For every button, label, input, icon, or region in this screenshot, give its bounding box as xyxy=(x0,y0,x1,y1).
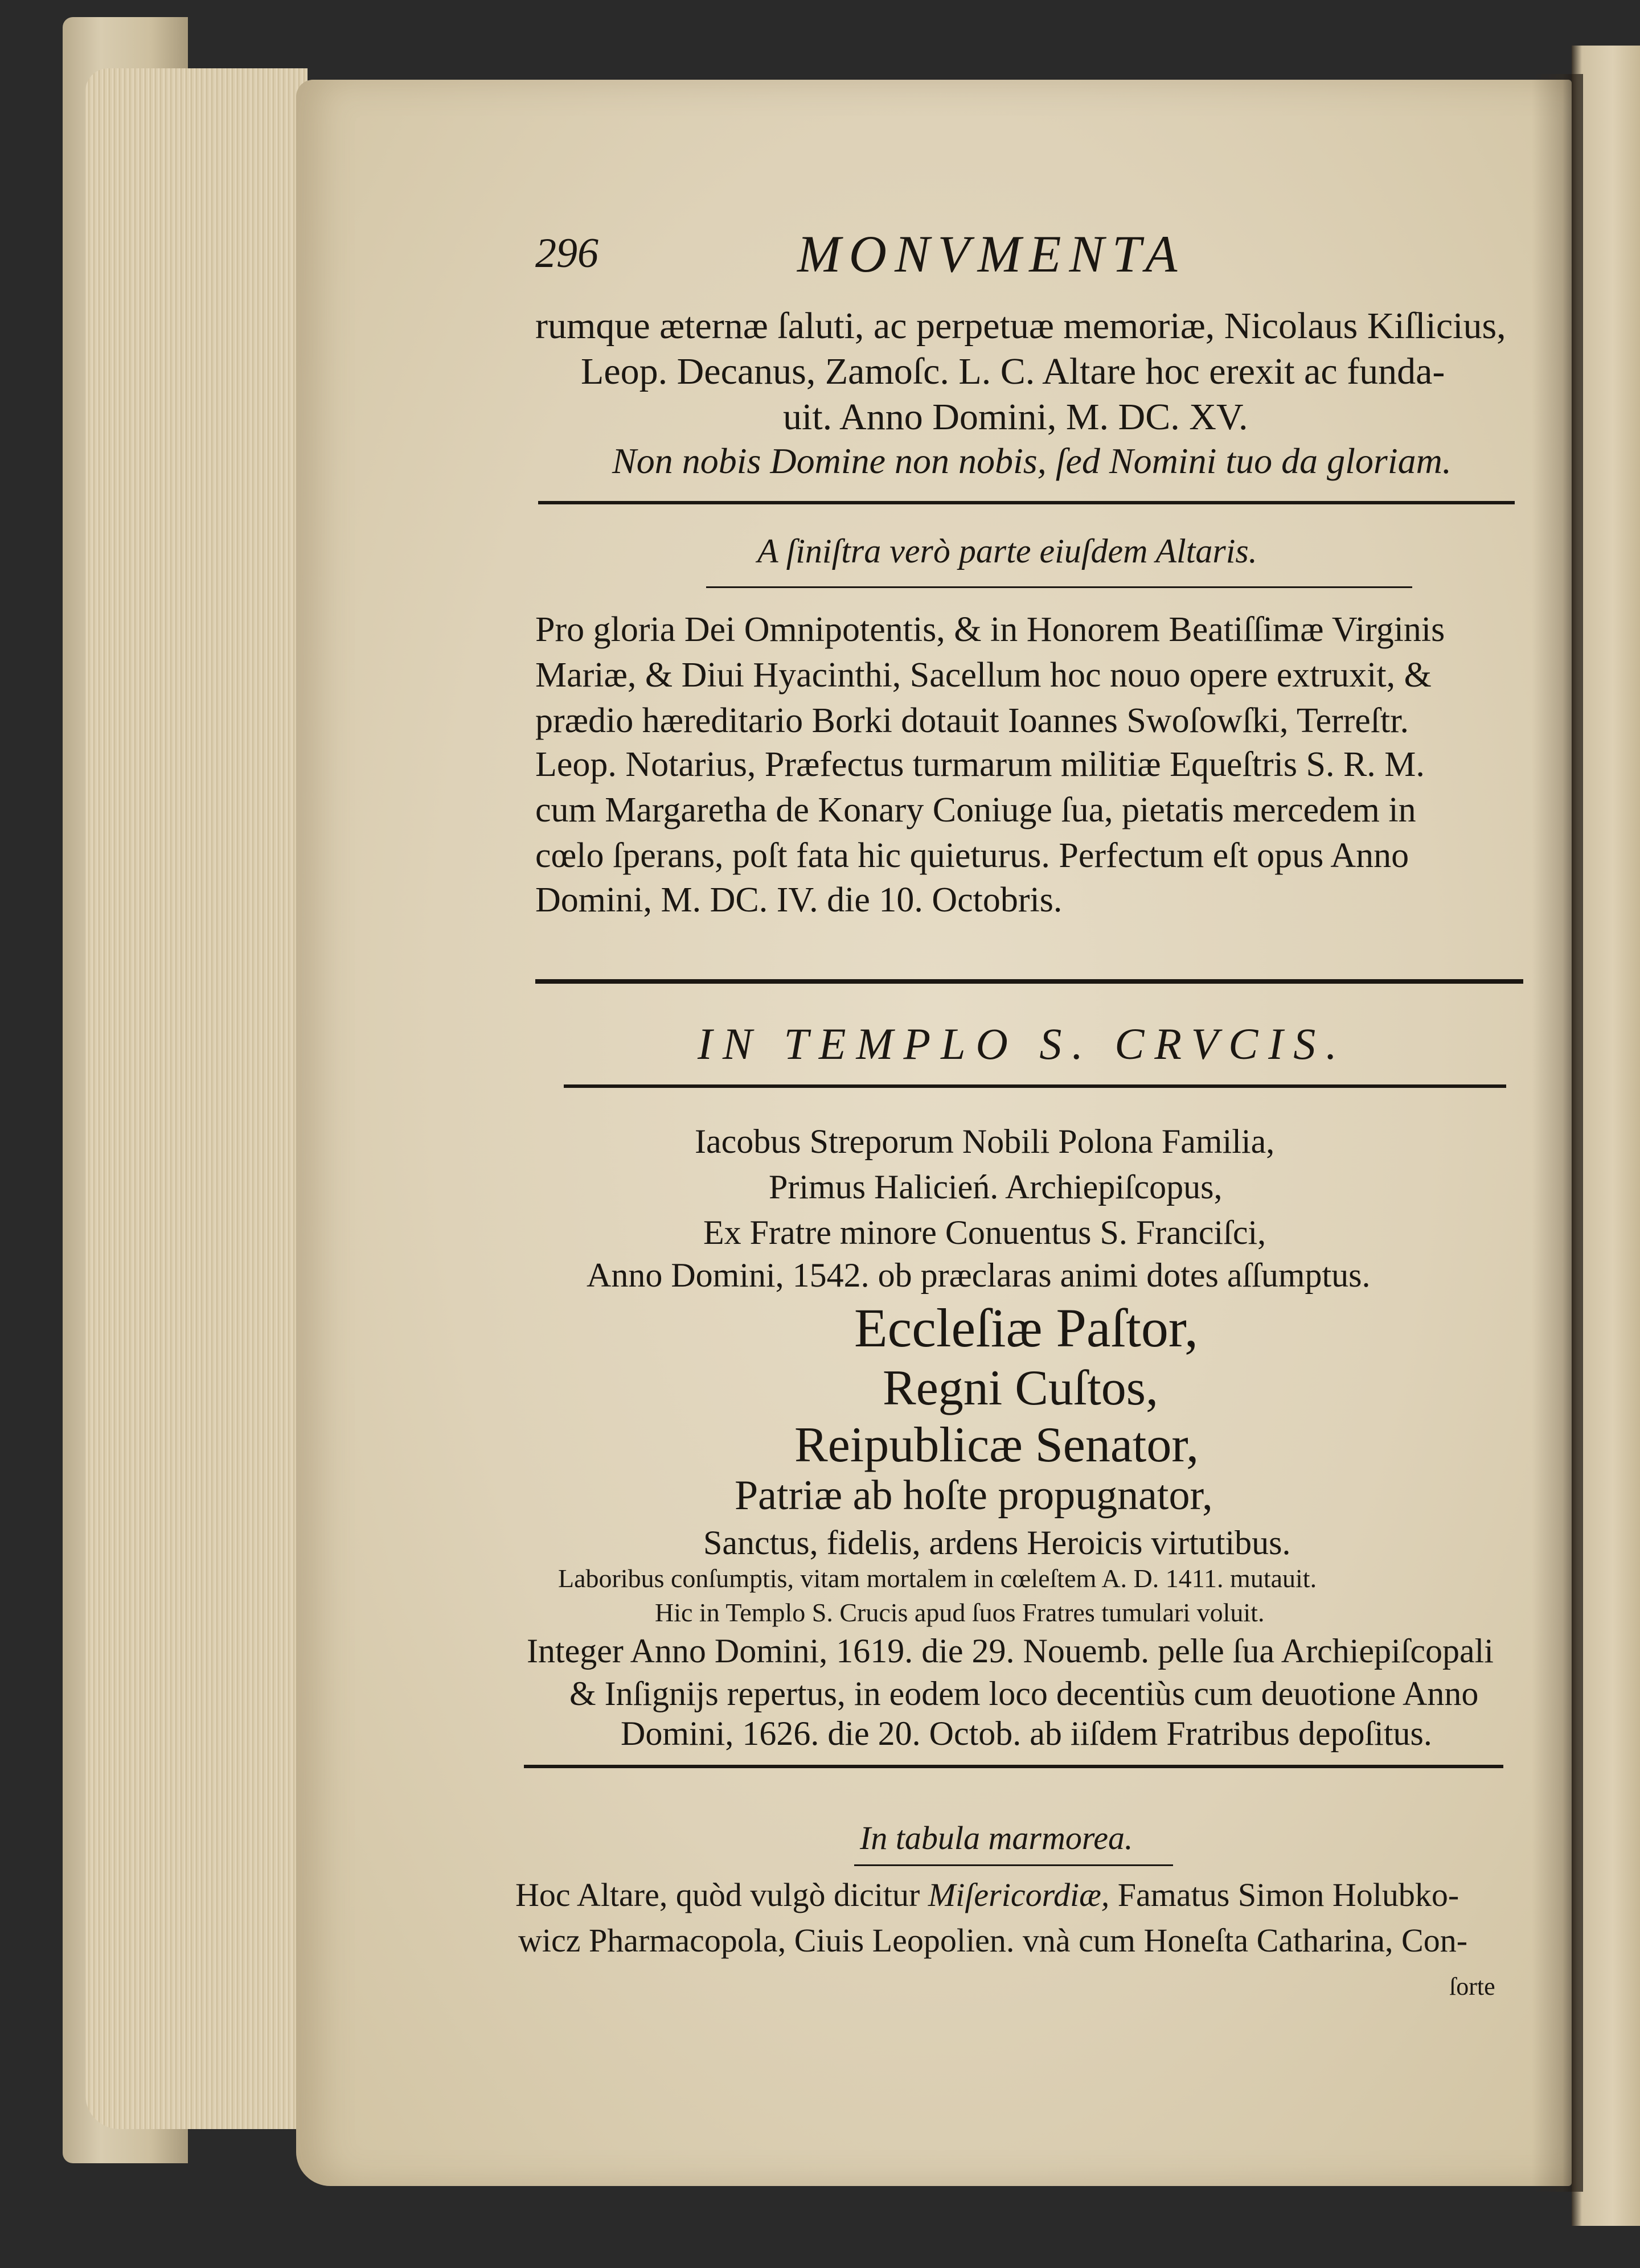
text-line: wicz Pharmacopola, Ciuis Leopolien. vnà cum Honeſta Catharina, Con- xyxy=(518,1922,1468,1959)
title-line: Sanctus, fidelis, ardens Heroicis virtutibus. xyxy=(703,1524,1291,1562)
text-line: uit. Anno Domini, M. DC. XV. xyxy=(783,396,1248,438)
text-line: rumque æternæ ſaluti, ac perpetuæ memoriæ, Nicolaus Kiſlicius, xyxy=(535,305,1506,347)
section-heading: IN TEMPLO S. CRVCIS. xyxy=(698,1019,1347,1069)
text-line: Hoc Altare, quòd vulgò dicitur Miſericordiæ, Famatus Simon Holubko- xyxy=(515,1876,1459,1913)
heading-underline xyxy=(706,586,1412,588)
page-number: 296 xyxy=(535,230,598,277)
text-line: cœlo ſperans, poſt fata hic quieturus. Perfectum eſt opus Anno xyxy=(535,836,1409,875)
spine-shadow xyxy=(1532,74,1583,2192)
page-edges xyxy=(85,68,308,2129)
divider xyxy=(538,501,1515,504)
title-line: Eccleſiæ Paſtor, xyxy=(854,1297,1198,1358)
divider xyxy=(535,979,1523,984)
text-line: Domini, 1626. die 20. Octob. ab iiſdem Fratribus depoſitus. xyxy=(621,1715,1432,1752)
section-heading: In tabula marmorea. xyxy=(860,1819,1133,1856)
text-line: Leop. Decanus, Zamoſc. L. C. Altare hoc erexit ac funda- xyxy=(581,351,1445,392)
text-line: Anno Domini, 1542. ob præclaras animi dotes aſſumptus. xyxy=(587,1256,1371,1294)
running-head: MONVMENTA xyxy=(797,225,1186,283)
text-line: Ex Fratre minore Conuentus S. Franciſci, xyxy=(703,1214,1266,1251)
divider xyxy=(564,1084,1506,1088)
text-line: Laboribus conſumptis, vitam mortalem in cœleſtem A. D. 1411. mutauit. xyxy=(558,1564,1317,1593)
title-line: Reipublicæ Senator, xyxy=(794,1418,1199,1473)
text-line: Pro gloria Dei Omnipotentis, & in Honorem Beatiſſimæ Virginis xyxy=(535,610,1445,649)
title-line: Patriæ ab hoſte propugnator, xyxy=(735,1472,1213,1519)
text-line: Hic in Templo S. Crucis apud ſuos Fratres tumulari voluit. xyxy=(655,1598,1265,1627)
section-heading: A ſiniſtra verò parte eiuſdem Altaris. xyxy=(757,532,1257,570)
text-line: Iacobus Streporum Nobili Polona Familia, xyxy=(695,1123,1275,1160)
text-line: Integer Anno Domini, 1619. die 29. Nouemb. pelle ſua Archiepiſcopali xyxy=(527,1632,1494,1670)
heading-underline xyxy=(854,1864,1173,1866)
catchword: ſorte xyxy=(1449,1973,1495,2000)
text-line: cum Margaretha de Konary Coniuge ſua, pietatis mercedem in xyxy=(535,791,1416,829)
text-line: Primus Halicień. Archiepiſcopus, xyxy=(769,1168,1223,1206)
text-line: & Inſignijs repertus, in eodem loco decentiùs cum deuotione Anno xyxy=(569,1675,1479,1712)
text-line: Mariæ, & Diui Hyacinthi, Sacellum hoc nouo opere extruxit, & xyxy=(535,656,1432,695)
title-line: Regni Cuſtos, xyxy=(883,1361,1159,1416)
motto: Non nobis Domine non nobis, ſed Nomini tuo da gloriam. xyxy=(612,441,1452,481)
text-line: Domini, M. DC. IV. die 10. Octobris. xyxy=(535,881,1063,919)
divider xyxy=(524,1765,1503,1768)
text-line: Leop. Notarius, Præfectus turmarum militiæ Equeſtris S. R. M. xyxy=(535,745,1425,784)
text-line: prædio hæreditario Borki dotauit Ioannes Swoſowſki, Terreſtr. xyxy=(535,701,1409,740)
emphasis-word: Miſericordiæ, xyxy=(928,1876,1110,1913)
